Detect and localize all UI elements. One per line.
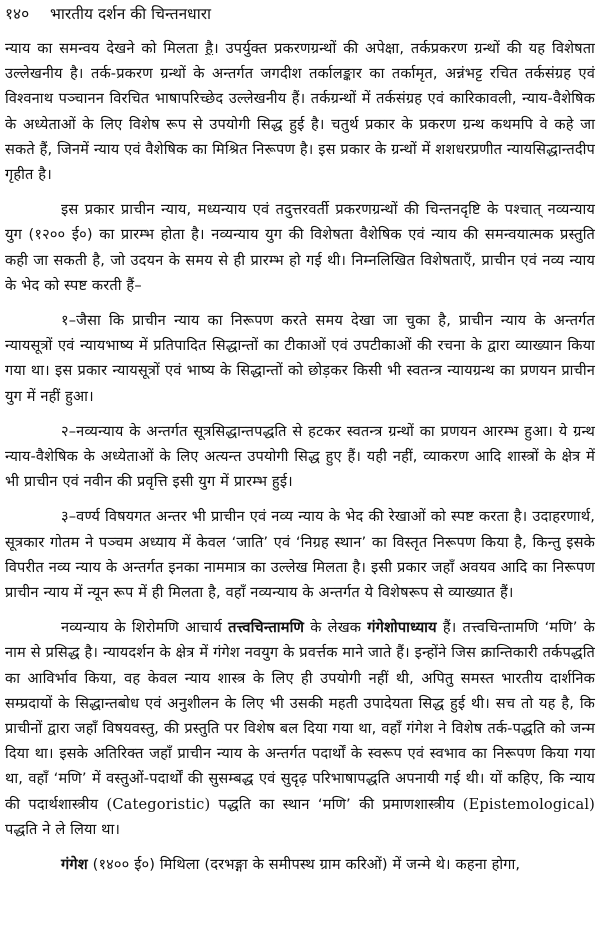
running-header [5,4,595,24]
text-segment: पद्धति का स्थान ‘मणि’ की प्रमाणशास्त्रीय [210,795,463,813]
page-number: १४० [5,5,30,23]
english-term: (Categoristic) [106,795,211,813]
bold-term: गंगेशोपाध्याय [367,619,437,637]
text-segment: के लेखक [304,619,368,637]
bold-term: गंगेश [61,856,88,874]
text-segment: इस प्रकार प्राचीन न्याय, मध्यन्याय एवं तदुत्तरवर्ती प्रकरणग्रन्थों की चिन्तनदृष्टि के पश्चात् नव्यन्याय युग (१२०० ई०) का प्रारम्भ होता है। नव्यन्याय युग की विशेषता वैशेषिक एवं न्याय की समन्वयात्मक प्रस्तुति कही जा सकती है, जो उदयन के समय से ही प्रारम्भ हो गई थी। निम्नलिखित विशेषताएँ, प्राचीन एवं नव्य न्याय के भेद को स्पष्ट करती हैं– [5,201,595,294]
text-segment: नव्यन्याय के शिरोमणि आचार्य [61,619,229,637]
text-segment: । उपर्युक्त प्रकरणग्रन्थों की अपेक्षा, तर्कप्रकरण ग्रन्थों की यह विशेषता उल्लेखनीय है। तर्क-प्रकरण ग्रन्थों के अन्तर्गत जगदीश तर्कालङ्कार का तर्कामृत, अन्नंभट्ट रचित तर्कसंग्रह एवं विश्वनाथ पञ्चानन विरचित भाषापरिच्छेद उल्लेखनीय हैं। तर्कग्रन्थों में तर्कसंग्रह एवं कारिकावली, न्याय-वैशेषिक के अध्येताओं के लिए विशेष रूप से उपयोगी सिद्ध हुई है। चतुर्थ प्रकार के प्रकरण ग्रन्थ कथमपि वे कहे जा सकते हैं, जिनमें न्याय एवं वैशेषिक का मिश्रित निरूपण है। इस प्रकार के ग्रन्थों में शशधरप्रणीत न्यायसिद्धान्तदीप गृहीत है। [5,40,595,184]
text-segment: है [205,40,214,57]
text-segment: १–जैसा कि प्राचीन न्याय का निरूपण करते समय देखा जा चुका है, प्राचीन न्याय के अन्तर्गत न्यायसूत्रों एवं न्यायभाष्य में प्रतिपादित सिद्धान्तों का टीकाओं एवं उपटीकाओं की रचना के द्वारा व्याख्यान किया गया था। इस प्रकार न्यायसूत्रों एवं भाष्य के सिद्धान्तों को छोड़कर किसी भी स्वतन्त्र न्यायग्रन्थ का प्रणयन प्राचीन युग में नहीं हुआ। [5,312,595,405]
text-segment: हैं। तत्त्वचिन्तामणि ‘मणि’ के नाम से प्रसिद्ध है। न्यायदर्शन के क्षेत्र में गंगेश नवयुग के प्रवर्त्तक माने जाते हैं। इन्होंने जिस क्रान्तिकारी तर्कपद्धति का आविर्भाव किया, वह केवल न्याय शास्त्र के लिए ही उपयोगी नहीं थी, अपितु समस्त भारतीय दार्शनिक सम्प्रदायों के सिद्धान्तबोध एवं अनुशीलन के लिए भी उसकी महती उपादेयता सिद्ध हुई थी। सच तो यह है, कि प्राचीनों द्वारा जहाँ विषयवस्तु, की प्रस्तुति पर विशेष बल दिया गया था, वहाँ गंगेश ने विशेष तर्क-पद्धति को जन्म दिया था। इसके अतिरिक्त जहाँ प्राचीन न्याय के अन्तर्गत पदार्थों के स्वरूप एवं स्वभाव का निरूपण किया गया था, वहाँ ‘मणि’ में वस्तुओं-पदार्थों की सुसम्बद्ध एवं सुदृढ़ परिभाषापद्धति अपनायी गई थी। यों कहिए, कि न्याय की पदार्थशास्त्रीय [5,619,595,813]
book-page [5,0,595,877]
paragraph-p6 [5,615,595,842]
book-title: भारतीय दर्शन की चिन्तनधारा [49,5,212,23]
text-segment: २–नव्यन्याय के अन्तर्गत सूत्रसिद्धान्तपद्धति से हटकर स्वतन्त्र ग्रन्थों का प्रणयन आरम्भ हुआ। ये ग्रन्थ न्याय-वैशेषिक के अध्येताओं के लिए अत्यन्त उपयोगी सिद्ध हुए हैं। यही नहीं, व्याकरण आदि शास्त्रों के क्षेत्र में भी प्राचीन एवं नवीन की प्रवृत्ति इसी युग में प्रारम्भ हुई। [5,422,595,491]
bold-term: तत्त्वचिन्तामणि [228,619,305,637]
paragraph-p2 [5,197,595,298]
text-segment: पद्धति ने ले लिया था। [5,820,121,838]
text-segment: न्याय का समन्वय देखने को मिलता [5,40,206,57]
paragraph-p1 [5,36,595,187]
body-text [5,36,595,877]
paragraph-p7 [5,852,595,877]
paragraph-p5 [5,504,595,605]
english-term: (Epistemological) [462,795,595,813]
text-segment: (१४०० ई०) मिथिला (दरभङ्गा के समीपस्थ ग्राम करिओं) में जन्मे थे। कहना होगा, [87,856,521,874]
text-segment: ३–वर्ण्य विषयगत अन्तर भी प्राचीन एवं नव्य न्याय के भेद की रेखाओं को स्पष्ट करता है। उदाहरणार्थ, सूत्रकार गोतम ने पञ्चम अध्याय में केवल ‘जाति’ एवं ‘निग्रह स्थान’ का विस्तृत निरूपण किया है, किन्तु इसके विपरीत नव्य न्याय के अन्तर्गत इनका नाममात्र का उल्लेख मिलता है। इसी प्रकार जहाँ अवयव आदि का निरूपण प्राचीन न्याय में न्यून रूप में ही मिलता है, वहाँ नव्यन्याय के अन्तर्गत ये विशेषरूप से व्याख्यात हैं। [5,508,595,602]
paragraph-p4 [5,419,595,495]
paragraph-p3 [5,308,595,409]
